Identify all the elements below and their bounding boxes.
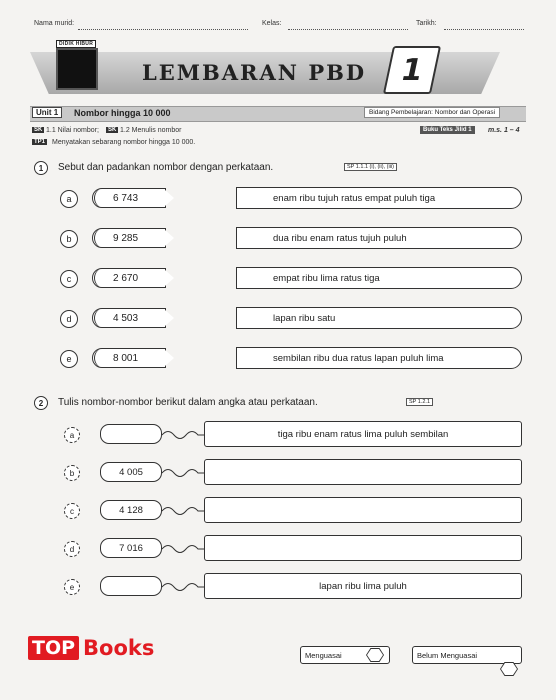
q1-words-pencil[interactable] — [236, 347, 522, 369]
wavy-connector-icon — [160, 464, 204, 480]
q2-number-cloud[interactable] — [100, 500, 162, 520]
sk2-text: 1.2 Menulis nombor — [120, 127, 182, 134]
q2-words-value: tiga ribu enam ratus lima puluh sembilan — [277, 428, 449, 440]
banner-title: LEMBARAN PBD — [142, 60, 367, 85]
class-label: Kelas: — [262, 20, 282, 27]
q1-words-value: sembilan ribu dua ratus lapan puluh lima — [273, 352, 444, 364]
name-field[interactable] — [78, 28, 248, 30]
sk2-badge: SK — [108, 127, 117, 133]
wavy-connector-icon — [160, 502, 204, 518]
class-field[interactable] — [288, 28, 408, 30]
pencil-tip-left-icon — [165, 190, 174, 206]
q1-number-value: 8 001 — [113, 352, 139, 364]
sk-badge: SK — [34, 127, 43, 133]
q2-number: 2 — [34, 396, 48, 410]
q2-number-cloud[interactable] — [100, 576, 162, 596]
q2-words-value: lapan ribu lima puluh — [319, 580, 407, 592]
menguasai-label: Menguasai — [305, 650, 342, 660]
buku-teks-badge: Buku Teks Jilid 1 — [420, 126, 475, 134]
pencil-tip-left-icon — [165, 270, 174, 286]
q1-sp: SP 1.1.1 (i), (ii), (iii) — [344, 163, 397, 171]
q2-sp: SP 1.2.1 — [406, 398, 433, 406]
belum-hex-icon[interactable] — [500, 662, 518, 676]
q2-number-value: 7 016 — [119, 542, 143, 554]
logo-top: TOP — [28, 636, 79, 660]
q1-words-value: dua ribu enam ratus tujuh puluh — [273, 232, 407, 244]
tp-badge: TP1 — [34, 139, 46, 145]
sk1-text: 1.1 Nilai nombor; — [46, 127, 99, 134]
q1-number-value: 2 670 — [113, 272, 139, 284]
q1-letter-a: a — [60, 190, 78, 208]
q1-words-value: enam ribu tujuh ratus empat puluh tiga — [273, 192, 436, 204]
date-field[interactable] — [444, 28, 524, 30]
q2-letter-c: c — [64, 503, 80, 519]
q1-letter-e: e — [60, 350, 78, 368]
pencil-tip-left-icon — [165, 350, 174, 366]
banner-tag: DIDIK HIBUR — [56, 40, 96, 48]
q2-number-cloud[interactable] — [100, 538, 162, 558]
ms-text: m.s. 1 – 4 — [488, 127, 520, 134]
pencil-tip-left-icon — [165, 310, 174, 326]
q2-text: Tulis nombor-nombor berikut dalam angka atau perkataan. — [58, 397, 318, 408]
banner-box — [56, 48, 98, 90]
wavy-connector-icon — [160, 426, 204, 442]
q1-words-pencil[interactable] — [236, 307, 522, 329]
tp-text: Menyatakan sebarang nombor hingga 10 000. — [52, 139, 196, 146]
q1-letter-d: d — [60, 310, 78, 328]
q2-answer-box[interactable] — [204, 497, 522, 523]
logo-books: Books — [83, 636, 155, 660]
name-label: Nama murid: — [34, 20, 75, 27]
q1-number: 1 — [34, 161, 48, 175]
q2-answer-box[interactable] — [204, 573, 522, 599]
q1-words-value: empat ribu lima ratus tiga — [273, 272, 380, 284]
q2-letter-a: a — [64, 427, 80, 443]
topbooks-logo — [28, 636, 154, 660]
belum-menguasai-button[interactable] — [412, 646, 522, 664]
q2-number-value: 4 005 — [119, 466, 143, 478]
q2-letter-b: b — [64, 465, 80, 481]
q2-number-cloud[interactable] — [100, 462, 162, 482]
wavy-connector-icon — [160, 540, 204, 556]
q1-letter-b: b — [60, 230, 78, 248]
q1-words-pencil[interactable] — [236, 227, 522, 249]
q1-text: Sebut dan padankan nombor dengan perkataan. — [58, 162, 274, 173]
wavy-connector-icon — [160, 578, 204, 594]
unit-tag: Unit 1 — [32, 107, 62, 118]
q1-number-value: 9 285 — [113, 232, 139, 244]
unit-title: Nombor hingga 10 000 — [74, 108, 171, 118]
date-label: Tarikh: — [416, 20, 437, 27]
q1-number-value: 6 743 — [113, 192, 139, 204]
q1-words-value: lapan ribu satu — [273, 312, 336, 324]
bidang-label: Bidang Pembelajaran: Nombor dan Operasi — [364, 107, 500, 118]
q1-words-pencil[interactable] — [236, 267, 522, 289]
q2-answer-box[interactable] — [204, 535, 522, 561]
q2-answer-box[interactable] — [204, 459, 522, 485]
q1-number-value: 4 503 — [113, 312, 139, 324]
banner-number: 1 — [383, 46, 441, 94]
q2-letter-e: e — [64, 579, 80, 595]
belum-menguasai-label: Belum Menguasai — [417, 650, 478, 660]
pencil-tip-left-icon — [165, 230, 174, 246]
q2-number-cloud[interactable] — [100, 424, 162, 444]
q2-answer-box[interactable] — [204, 421, 522, 447]
q2-letter-d: d — [64, 541, 80, 557]
q1-letter-c: c — [60, 270, 78, 288]
q1-words-pencil[interactable] — [236, 187, 522, 209]
q2-number-value: 4 128 — [119, 504, 143, 516]
